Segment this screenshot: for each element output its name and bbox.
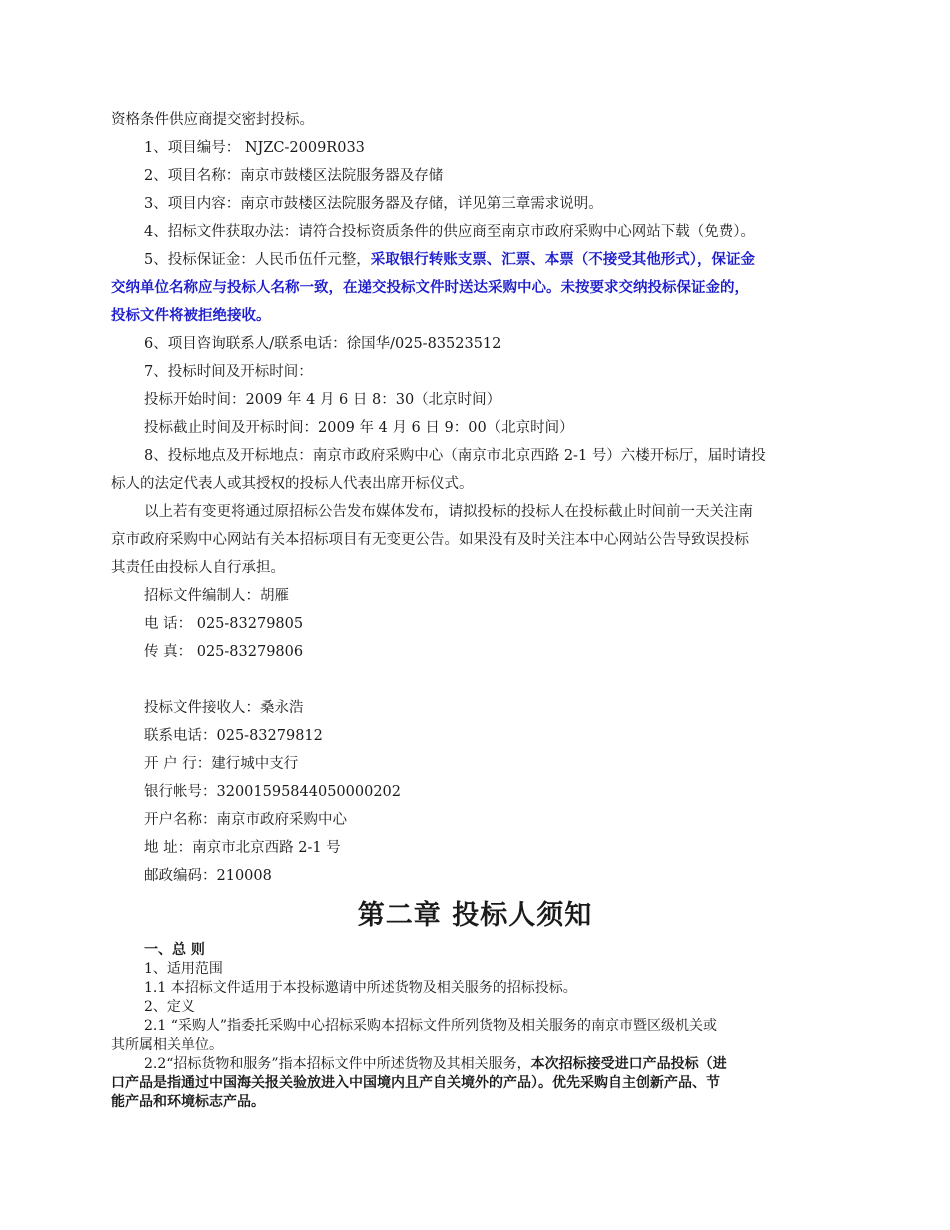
receiver-name: 投标文件接收人：桑永浩	[144, 700, 304, 716]
deposit-bold-1: 采取银行转账支票、汇票、本票（不接受其他形式），保证金	[370, 251, 755, 268]
receiver-phone: 联系电话：025-83279812	[144, 728, 323, 744]
project-number: 1、项目编号： NJZC-2009R033	[144, 140, 365, 156]
deposit-prefix: 5、投标保证金：人民币伍仟元整，	[144, 252, 371, 268]
section-item: 2、定义	[144, 999, 195, 1015]
contact-person: 6、项目咨询联系人/联系电话：徐国华/025-83523512	[144, 336, 502, 352]
bid-time-heading: 7、投标时间及开标时间：	[144, 364, 313, 380]
definition-goods-line-1	[144, 1055, 727, 1073]
bid-location-1: 8、投标地点及开标地点：南京市政府采购中心（南京市北京西路 2-1 号）六楼开标厅，届时请投	[144, 448, 766, 464]
deposit-line-2: 交纳单位名称应与投标人名称一致，在递交投标文件时送达采购中心。未按要求交纳投标保证金的，	[111, 279, 749, 296]
phone: 电 话： 025-83279805	[144, 616, 304, 632]
section-item: 2.1 “采购人”指委托采购中心招标采购本招标文件所列货物及相关服务的南京市暨区级机关或	[144, 1018, 718, 1034]
receiver-postcode: 邮政编码：210008	[144, 868, 272, 884]
project-name: 2、项目名称：南京市鼓楼区法院服务器及存储	[144, 168, 444, 184]
project-content: 3、项目内容：南京市鼓楼区法院服务器及存储，详见第三章需求说明。	[144, 196, 603, 212]
receiver-address: 地 址：南京市北京西路 2-1 号	[144, 840, 341, 856]
definition-goods-prefix: 2.2“招标货物和服务”指本招标文件中所述货物及其相关服务，	[144, 1056, 531, 1072]
section-item: 1.1 本招标文件适用于本投标邀请中所述货物及相关服务的招标投标。	[144, 980, 577, 996]
section-item: 其所属相关单位。	[111, 1037, 223, 1053]
receiver-account: 银行帐号：32001595844050000202	[144, 784, 402, 800]
chapter-title: 第二章 投标人须知	[357, 900, 593, 931]
import-acceptance-bold: 本次招标接受进口产品投标（进	[530, 1056, 727, 1072]
text-line: 资格条件供应商提交密封投标。	[111, 112, 314, 128]
change-notice-1: 以上若有变更将通过原招标公告发布媒体发布，请拟投标的投标人在投标截止时间前一天关注南	[144, 504, 753, 520]
definition-goods-line-2: 口产品是指通过中国海关报关验放进入中国境内且产自关境外的产品）。优先采购自主创新产品、节	[111, 1075, 720, 1091]
compiler: 招标文件编制人：胡雁	[144, 588, 289, 604]
fax: 传 真： 025-83279806	[144, 644, 304, 660]
receiver-bank: 开 户 行：建行城中支行	[144, 756, 299, 772]
change-notice-2: 京市政府采购中心网站有关本招标项目有无变更公告。如果没有及时关注本中心网站公告导致误投标	[111, 532, 749, 548]
bid-location-2: 标人的法定代表人或其授权的投标人代表出席开标仪式。	[111, 476, 474, 492]
section-heading: 一、总 则	[144, 942, 205, 958]
deposit-line-3: 投标文件将被拒绝接收。	[111, 307, 271, 324]
deposit-line-1	[144, 250, 755, 270]
bid-start-time: 投标开始时间：2009 年 4 月 6 日 8：30（北京时间）	[144, 392, 502, 408]
change-notice-3: 其责任由投标人自行承担。	[111, 560, 285, 576]
receiver-account-name: 开户名称：南京市政府采购中心	[144, 812, 347, 828]
definition-goods-line-3: 能产品和环境标志产品。	[111, 1094, 265, 1110]
section-item: 1、适用范围	[144, 961, 223, 977]
bid-deadline: 投标截止时间及开标时间：2009 年 4 月 6 日 9：00（北京时间）	[144, 420, 574, 436]
document-acquisition: 4、招标文件获取办法：请符合投标资质条件的供应商至南京市政府采购中心网站下载（免费）。	[144, 224, 755, 240]
